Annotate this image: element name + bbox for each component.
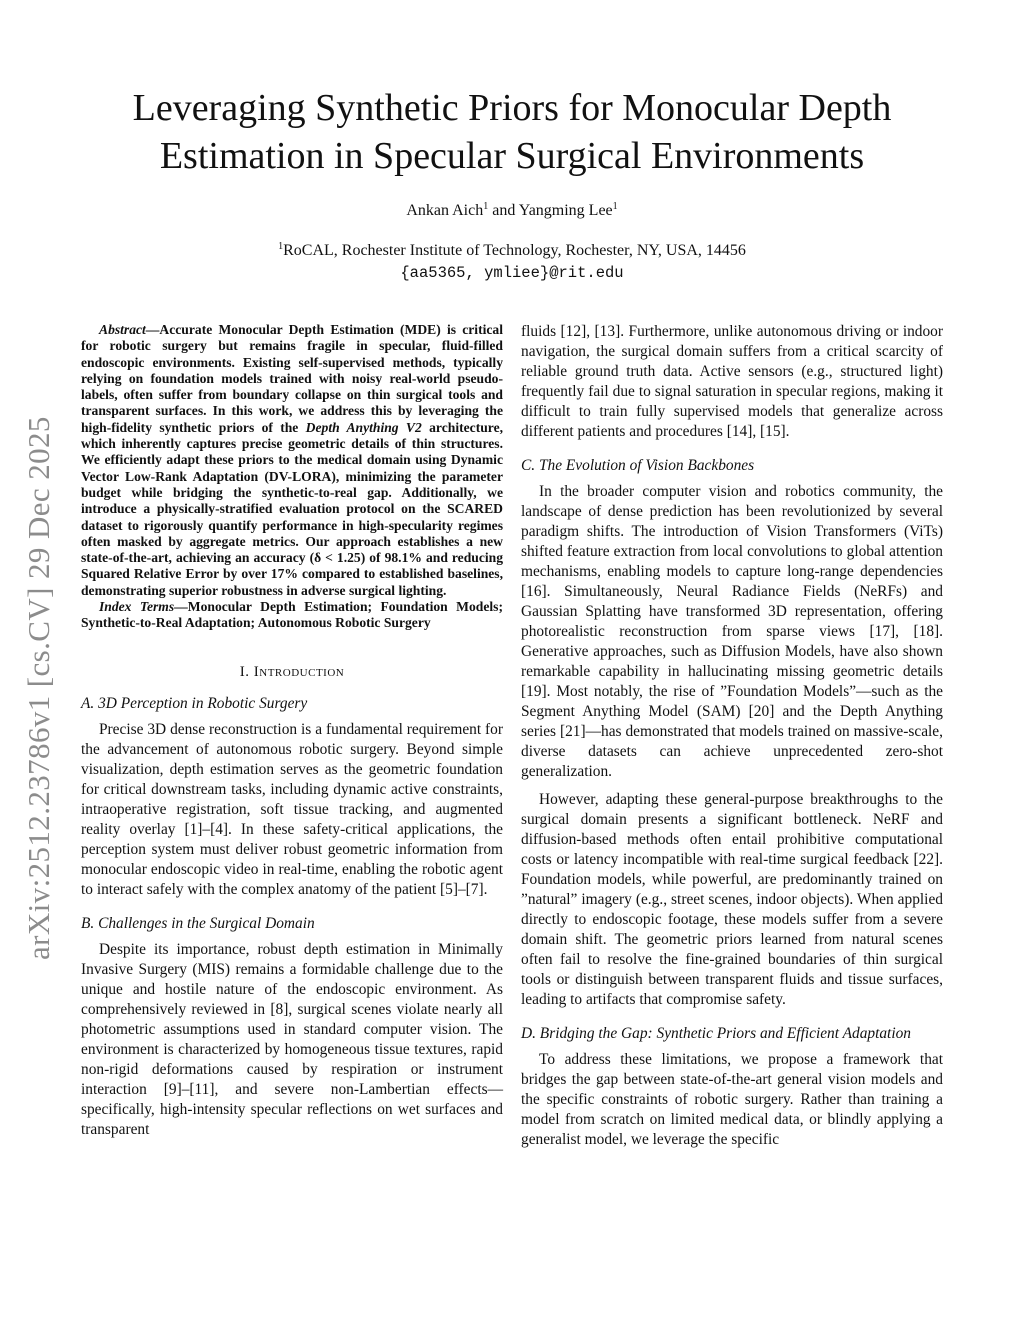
right-column [521, 322, 943, 1150]
author-name: Ankan Aich [406, 202, 484, 219]
abstract-label: Abstract— [99, 322, 160, 337]
abstract-text: Accurate Monocular Depth Estimation (MDE) is critical for robotic surgery but remains fragile in specular, fluid-filled endoscopic environments. Existing self-supervised methods, typically relying on foundation models trained with noisy real-world pseudo-labels, often suffer from boundary collapse on thin surgical tools and transparent surfaces. In this work, we address this by leveraging the high-fidelity synthetic priors of the [81, 322, 503, 435]
affiliation-marker: 1 [612, 201, 618, 212]
paragraph: In the broader computer vision and robotics community, the landscape of dense prediction has been revolutionized by several paradigm shifts. The introduction of Vision Transformers (ViTs) shifted feature extraction from local convolutions to global attention mechanisms, enabling models to capture long-range dependencies [16]. Simultaneously, Neural Radiance Fields (NeRFs) and Gaussian Splatting have transformed 3D representation, offering photorealistic reconstruction from sparse views [17], [18]. Generative approaches, such as Diffusion Models, have also shown remarkable capability in hallucinating missing geometric details [19]. Most notably, the rise of ”Foundation Models”—such as the Segment Anything Model (SAM) [20] and the Depth Anything series [21]—has demonstrated that models trained on massive-scale, diverse datasets can achieve unprecedented zero-shot generalization. [521, 483, 943, 780]
author-emails: {aa5365, ymliee}@rit.edu [400, 264, 624, 282]
paragraph: To address these limitations, we propose a framework that bridges the gap between state-of-the-art general vision models and the specific constraints of robotic surgery. Rather than training a model from scratch on limited medical data, or blindly applying a generalist model, we leverage the specific [521, 1051, 943, 1148]
subsection-heading: C. The Evolution of Vision Backbones [521, 457, 755, 474]
subsection-heading: B. Challenges in the Surgical Domain [81, 914, 315, 932]
author-name: Yangming Lee [518, 202, 613, 219]
author-line [0, 202, 1024, 220]
paragraph: Despite its importance, robust depth estimation in Minimally Invasive Surgery (MIS) remains a formidable challenge due to the unique and hostile nature of the endoscopic environment. As comprehensively reviewed in [8], surgical scenes violate nearly all photometric assumptions used in standard computer vision. The environment is characterized by homogeneous tissue textures, rapid non-rigid deformations caused by respiration or instrument interaction [9]–[11], and severe non-Lambertian effects—specifically, high-intensity specular reflections on wet surfaces and transparent [81, 940, 503, 1138]
paragraph-continued: fluids [12], [13]. Furthermore, unlike autonomous driving or indoor navigation, the surgical domain suffers from a critical scarcity of reliable ground truth data. Active sensors (e.g., structured light) frequently fail due to signal saturation in specular regions, making it difficult to train fully supervised models that generalize across different patients and procedures [14], [15]. [521, 323, 943, 440]
abstract-emphasis: Depth Anything V2 [305, 419, 422, 435]
index-terms-text: —Monocular Depth Estimation; Foundation Models; Synthetic-to-Real Adaptation; Autonomous Robotic Surgery [81, 599, 503, 631]
paper-title: Leveraging Synthetic Priors for Monocular Depth Estimation in Specular Surgical Environments [132, 87, 892, 177]
paragraph: However, adapting these general-purpose breakthroughs to the surgical domain presents a significant bottleneck. NeRF and diffusion-based methods often entail prohibitive computational costs or latency incompatible with real-time surgical feedback [22]. Foundation models, while powerful, are predominantly trained on ”natural” imagery (e.g., street scenes, indoor objects). When applied directly to endoscopic footage, these models suffer from a severe domain shift. The geometric priors learned from natural scenes often fail to resolve the fine-grained boundaries of thin surgical tools or distinguish between transparent fluids and tissue surfaces, leading to artifacts that compromise safety. [521, 791, 943, 1008]
affiliation-marker: 1 [278, 241, 284, 252]
affiliation-block [0, 240, 1024, 284]
index-terms-label: Index Terms [99, 599, 175, 615]
affiliation-text: RoCAL, Rochester Institute of Technology, Rochester, NY, USA, 14456 [283, 242, 746, 259]
arxiv-stamp-container [22, 370, 62, 960]
paragraph: Precise 3D dense reconstruction is a fundamental requirement for the advancement of autonomous robotic surgery. Beyond simple visualization, depth estimation serves as the geometric foundation for critical downstream tasks, including dynamic active constraints, intraoperative registration, soft tissue tracking, and augmented reality overlay [1]–[4]. In these safety-critical applications, the perception system must deliver robust geometric information from monocular endoscopic video in real-time, enabling the robotic agent to interact safely with the complex anatomy of the patient [5]–[7]. [81, 720, 503, 898]
left-column [81, 322, 503, 1140]
arxiv-stamp: arXiv:2512.23786v1 [cs.CV] 29 Dec 2025 [21, 416, 56, 960]
index-terms [81, 599, 503, 632]
section-heading: I. Introduction [239, 663, 345, 680]
subsection-heading: A. 3D Perception in Robotic Surgery [81, 694, 308, 712]
affiliation-marker: 1 [483, 201, 489, 212]
abstract [81, 322, 503, 599]
subsection-heading: D. Bridging the Gap: Synthetic Priors and Efficient Adaptation [521, 1025, 911, 1042]
author-conjunction: and [488, 202, 519, 219]
abstract-text: architecture, which inherently captures precise geometric details of thin structures. We efficiently adapt these priors to the medical domain using Dynamic Vector Low-Rank Adaptation (DV-LORA), minimizing the parameter budget while bridging the synthetic-to-real gap. Additionally, we introduce a physically-stratified evaluation protocol on the SCARED dataset to rigorously quantify performance in high-specularity regimes often masked by aggregate metrics. Our approach establishes a new state-of-the-art, achieving an accuracy (δ < 1.25) of 98.1% and reducing Squared Relative Error by over 17% compared to established baselines, demonstrating superior robustness in adverse surgical lighting. [81, 419, 503, 598]
